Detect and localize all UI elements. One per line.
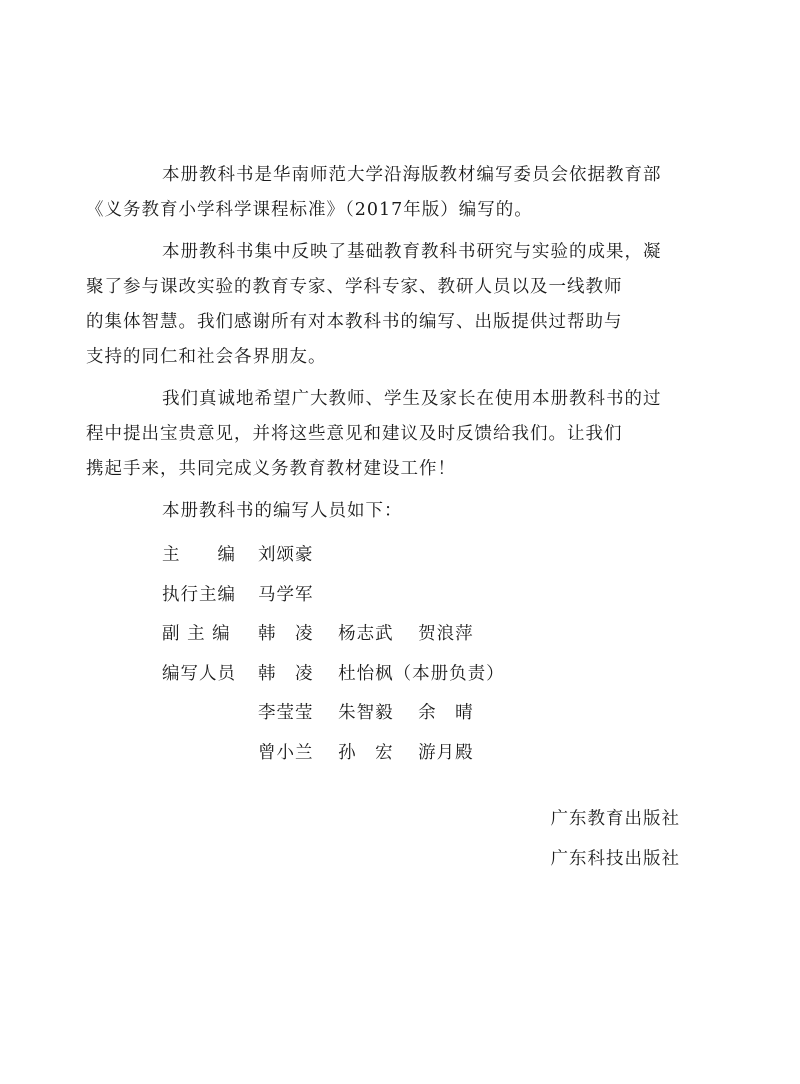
staff-name: 贺浪萍 bbox=[418, 624, 474, 644]
staff-name: 杜怡枫（本册负责） bbox=[338, 663, 505, 684]
preface-body bbox=[86, 158, 680, 869]
paragraph-line: 我们真诚地希望广大教师、学生及家长在使用本册教科书的过 bbox=[162, 389, 662, 409]
staff-names bbox=[258, 694, 492, 734]
publisher-name: 广东科技出版社 bbox=[550, 849, 680, 869]
staff-name: 刘颂豪 bbox=[258, 545, 314, 565]
paragraph-achievements bbox=[86, 235, 680, 375]
staff-names bbox=[258, 576, 332, 616]
staff-name: 马学军 bbox=[258, 584, 314, 605]
staff-role: 副 主 编 bbox=[162, 624, 231, 644]
staff-names bbox=[258, 655, 523, 695]
paragraph-staff-intro bbox=[124, 494, 680, 529]
paragraph-line: 的集体智慧。我们感谢所有对本教科书的编写、出版提供过帮助与 bbox=[86, 312, 623, 332]
staff-names bbox=[258, 734, 492, 774]
staff-names bbox=[258, 536, 332, 576]
publishers bbox=[551, 799, 681, 879]
staff-names bbox=[258, 615, 492, 655]
staff-name: 朱智毅 bbox=[338, 703, 394, 723]
paragraph-line: 支持的同仁和社会各界朋友。 bbox=[86, 347, 327, 367]
paragraph-line: 本册教科书集中反映了基础教育教科书研究与实验的成果，凝 bbox=[162, 242, 662, 262]
staff-list bbox=[124, 536, 680, 773]
staff-row-writers-cont bbox=[124, 694, 680, 734]
staff-row-chief-editor bbox=[124, 536, 680, 576]
staff-name: 韩 凌 bbox=[258, 663, 314, 684]
paragraph-line: 《义务教育小学科学课程标准》（2017年版）编写的。 bbox=[86, 200, 533, 220]
paragraph-line: 聚了参与课改实验的教育专家、学科专家、教研人员以及一线教师 bbox=[86, 277, 623, 297]
staff-row-executive-editor bbox=[124, 576, 680, 616]
publisher-name: 广东教育出版社 bbox=[550, 809, 680, 829]
staff-name: 杨志武 bbox=[338, 624, 394, 644]
staff-name: 孙 宏 bbox=[338, 742, 394, 763]
paragraph-basis bbox=[86, 158, 680, 228]
staff-name: 余 晴 bbox=[418, 703, 474, 723]
staff-role: 编写人员 bbox=[162, 663, 236, 684]
paragraph-line: 本册教科书的编写人员如下： bbox=[162, 501, 403, 521]
staff-role: 执行主编 bbox=[162, 584, 236, 605]
staff-name: 韩 凌 bbox=[258, 624, 314, 644]
staff-role: 主 编 bbox=[162, 545, 236, 565]
paragraph-feedback bbox=[86, 382, 680, 487]
staff-row-writers bbox=[124, 655, 680, 695]
staff-row-writers-cont bbox=[124, 734, 680, 774]
staff-name: 曾小兰 bbox=[258, 742, 314, 763]
paragraph-line: 本册教科书是华南师范大学沿海版教材编写委员会依据教育部 bbox=[162, 165, 662, 185]
staff-name: 游月殿 bbox=[418, 742, 474, 763]
staff-row-deputy-editor bbox=[124, 615, 680, 655]
paragraph-line: 携起手来，共同完成义务教育教材建设工作！ bbox=[86, 459, 456, 479]
staff-name: 李莹莹 bbox=[258, 703, 314, 723]
paragraph-line: 程中提出宝贵意见，并将这些意见和建议及时反馈给我们。让我们 bbox=[86, 424, 623, 444]
